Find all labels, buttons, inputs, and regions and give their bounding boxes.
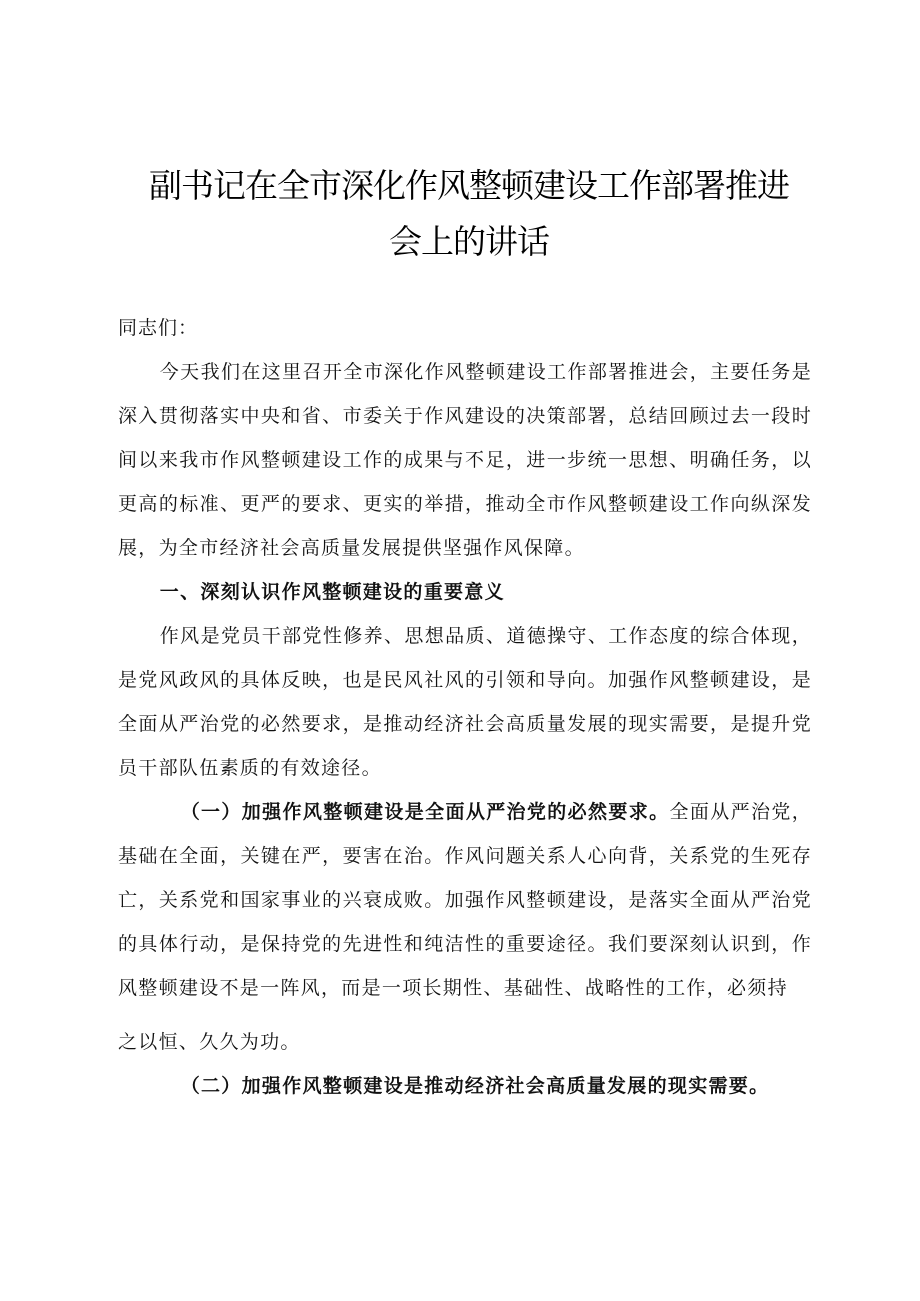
subsection-2-heading: （二）加强作风整顿建设是推动经济社会高质量发展的现实需要。: [180, 1075, 770, 1097]
intro-paragraph: 今天我们在这里召开全市深化作风整顿建设工作部署推进会，主要任务是深入贯彻落实中央和省、市委关于作风建设的决策部署，总结回顾过去一段时间以来我市作风整顿建设工作的成果与不足，进一步统一思想、明确任务，以更高的标准、更严的要求、更实的举措，推动全市作风整顿建设工作向纵深发展，为全市经济社会高质量发展提供坚强作风保障。: [118, 361, 812, 559]
title-line-2: 会上的讲话: [389, 222, 549, 261]
subsection-1-tail: 之以恒、久久为功。: [118, 1031, 301, 1053]
salutation: 同志们：: [118, 317, 199, 339]
title-line-1: 副书记在全市深化作风整顿建设工作部署推进: [149, 166, 789, 205]
subsection-1-paragraph: [118, 790, 812, 1010]
section-1-heading: 一、深刻认识作风整顿建设的重要意义: [159, 581, 505, 603]
subsection-1-heading: （一）加强作风整顿建设是全面从严治党的必然要求。: [180, 801, 670, 823]
subsection-1-body: 全面从严治党，基础在全面，关键在严，要害在治。作风问题关系人心向背，关系党的生死存亡，关系党和国家事业的兴衰成败。加强作风整顿建设，是落实全面从严治党的具体行动，是保持党的先进性和纯洁性的重要途径。我们要深刻认识到，作风整顿建设不是一阵风，而是一项长期性、基础性、战略性的工作，必须持: [118, 801, 813, 999]
document-title: [118, 0, 820, 270]
document-body: [118, 350, 812, 1108]
page-break-gap: [118, 1010, 812, 1020]
section-1-paragraph: 作风是党员干部党性修养、思想品质、道德操守、工作态度的综合体现，是党风政风的具体反映，也是民风社风的引领和导向。加强作风整顿建设，是全面从严治党的必然要求，是推动经济社会高质量发展的现实需要，是提升党员干部队伍素质的有效途径。: [118, 625, 812, 779]
